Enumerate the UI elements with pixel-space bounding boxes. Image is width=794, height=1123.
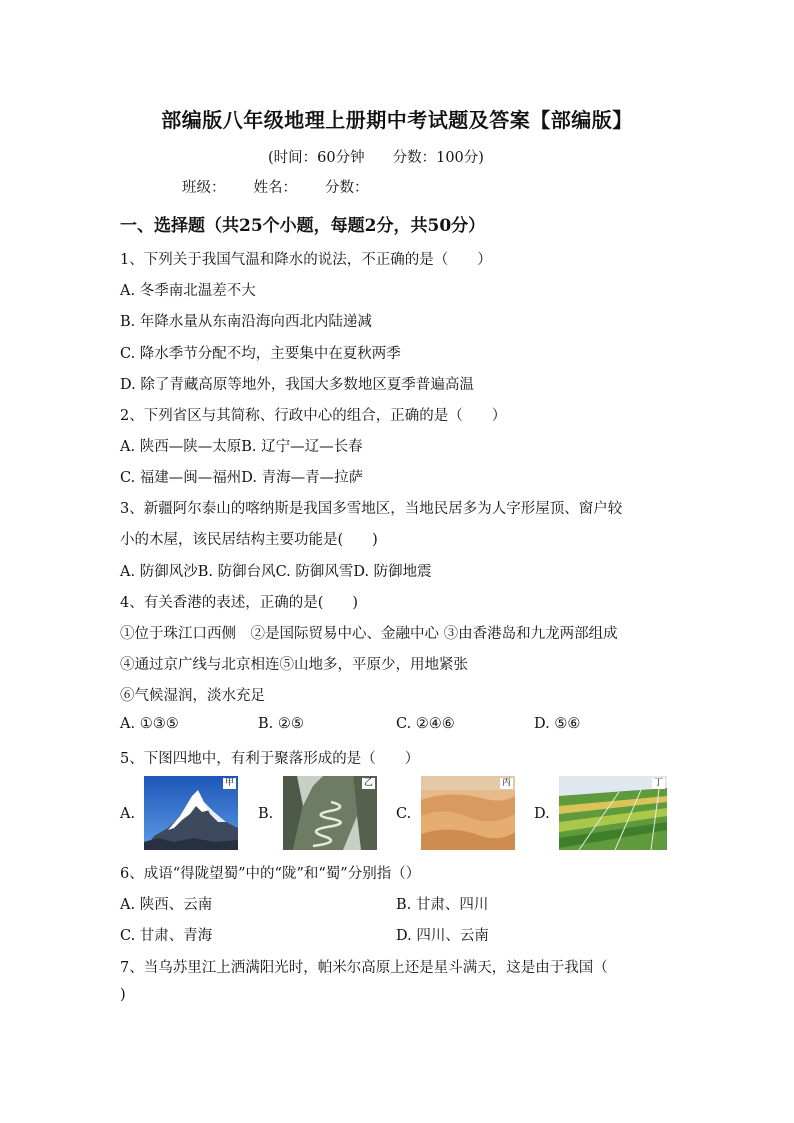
- q5-stem: 5、下图四地中，有利于聚落形成的是（ ）: [120, 751, 420, 767]
- q5-label-b: B.: [258, 806, 274, 822]
- exam-time: (时间：60分钟: [268, 150, 365, 166]
- q3-stem-line1: 3、新疆阿尔泰山的喀纳斯是我国多雪地区，当地民居多为人字形屋顶、窗户较: [120, 501, 623, 517]
- q4-stem: 4、有关香港的表述，正确的是( ): [120, 595, 359, 611]
- q3-stem-line2: 小的木屋，该民居结构主要功能是( ): [120, 532, 378, 548]
- q5-photo-snow-mountain: [144, 776, 238, 850]
- q4-statements-1: ①位于珠江口西侧 ②是国际贸易中心、金融中心 ③由香港岛和九龙两部组成: [120, 626, 618, 642]
- q5-badge-bing: 丙: [501, 778, 511, 788]
- q6-option-b: B. 甘肃、四川: [396, 897, 489, 913]
- section-heading: 一、选择题（共25个小题，每题2分，共50分）: [120, 216, 486, 236]
- exam-meta: [268, 146, 484, 167]
- q4-option-a: A. ①③⑤: [120, 716, 179, 732]
- q6-stem: 6、成语“得陇望蜀”中的“陇”和“蜀”分别指（）: [120, 866, 421, 882]
- q2-stem: 2、下列省区与其简称、行政中心的组合，正确的是（ ）: [120, 408, 507, 424]
- student-info: [182, 176, 397, 197]
- q6-option-c: C. 甘肃、青海: [120, 928, 213, 944]
- q1-option-d: D. 除了青藏高原等地外，我国大多数地区夏季普遍高温: [120, 377, 474, 393]
- name-label: 姓名：: [253, 180, 297, 196]
- q4-option-d: D. ⑤⑥: [534, 716, 581, 732]
- q2-options-cd: C. 福建—闽—福州D. 青海—青—拉萨: [120, 470, 364, 486]
- q3-options: A. 防御风沙B. 防御台风C. 防御风雪D. 防御地震: [120, 564, 432, 580]
- q1-option-c: C. 降水季节分配不均，主要集中在夏秋两季: [120, 346, 401, 362]
- q4-statements-2: ④通过京广线与北京相连⑤山地多，平原少，用地紧张: [120, 657, 468, 673]
- q6-option-d: D. 四川、云南: [396, 928, 489, 944]
- q2-options-ab: A. 陕西—陕—太原B. 辽宁—辽—长春: [120, 439, 363, 455]
- q7-stem-line1: 7、当乌苏里江上洒满阳光时，帕米尔高原上还是星斗满天，这是由于我国（: [120, 960, 608, 976]
- q5-badge-jia: 甲: [224, 778, 234, 788]
- q4-option-c: C. ②④⑥: [396, 716, 455, 732]
- score-label: 分数：: [325, 180, 369, 196]
- q5-photo-desert: [421, 776, 515, 850]
- q4-statements-3: ⑥气候湿润，淡水充足: [120, 688, 265, 704]
- q5-label-a: A.: [120, 806, 136, 822]
- class-label: 班级：: [182, 180, 226, 196]
- q1-option-b: B. 年降水量从东南沿海向西北内陆递减: [120, 314, 372, 330]
- q5-badge-yi: 乙: [363, 778, 373, 788]
- q5-label-d: D.: [534, 806, 550, 822]
- q6-option-a: A. 陕西、云南: [120, 897, 213, 913]
- q1-stem: 1、下列关于我国气温和降水的说法，不正确的是（ ）: [120, 252, 492, 268]
- q5-label-c: C.: [396, 806, 412, 822]
- q7-stem-line2: ): [120, 987, 126, 1003]
- q4-option-b: B. ②⑤: [258, 716, 304, 732]
- q1-option-a: A. 冬季南北温差不大: [120, 283, 256, 299]
- exam-total-score: 分数：100分): [392, 150, 484, 166]
- q5-badge-ding: 丁: [653, 778, 663, 788]
- q5-photo-mountain-road: [283, 776, 377, 850]
- page-title: 部编版八年级地理上册期中考试题及答案【部编版】: [161, 108, 633, 132]
- q5-photo-farmland: [559, 776, 667, 850]
